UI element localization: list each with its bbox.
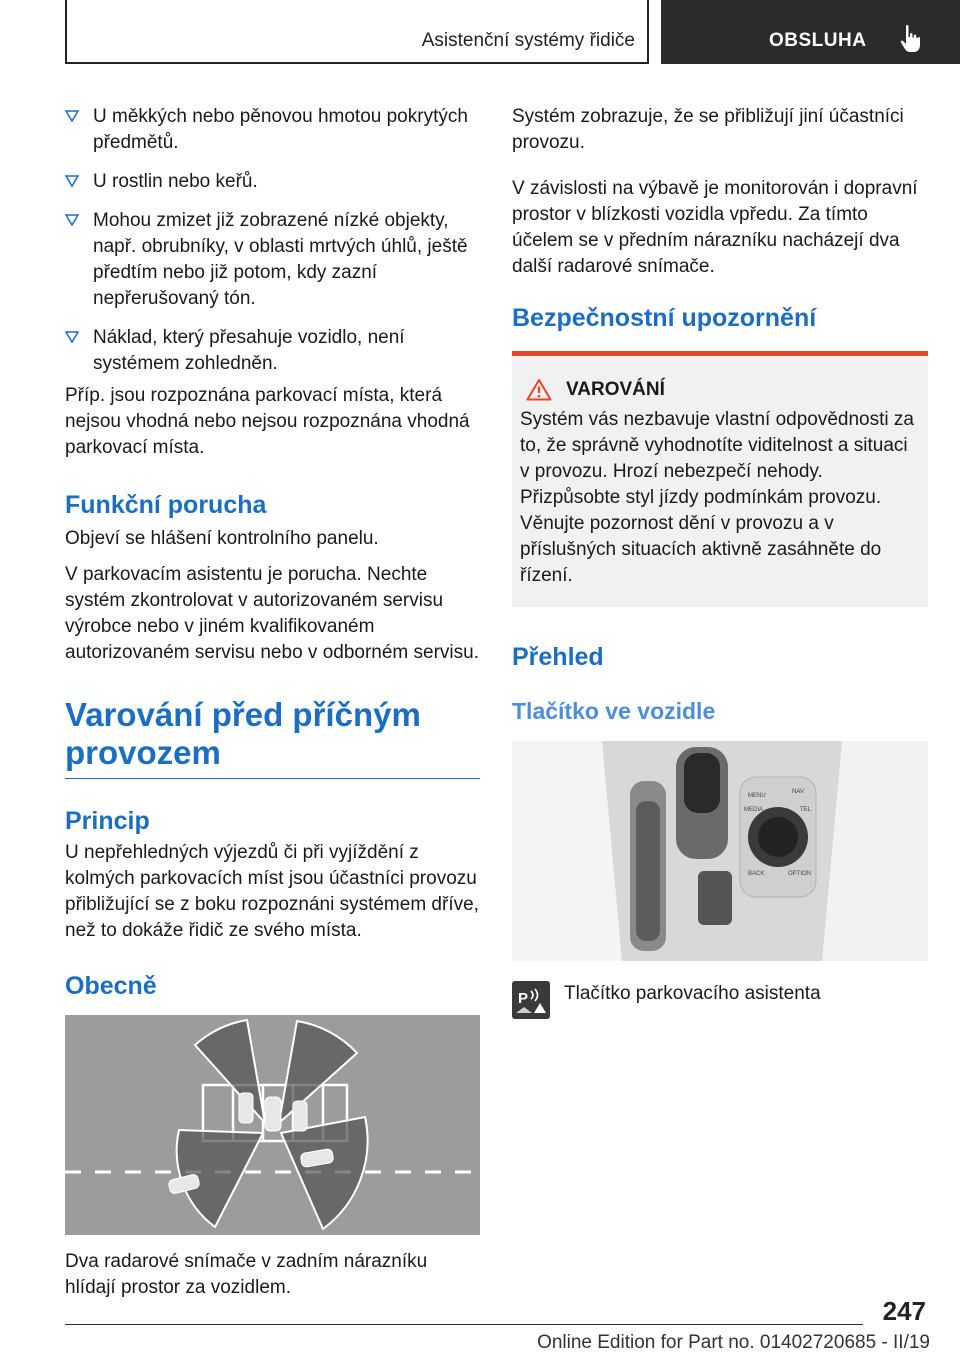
malfunction-text-2: V parkovacím asistentu je porucha. Nechte systém zkontrolovat v autorizovaném servisu výrobce nebo v jiném kvalifikovaném autorizovaném servisu nebo v odborném servisu. <box>65 564 479 663</box>
safety-heading: Bezpečnostní upozornění <box>512 304 817 332</box>
warning-triangle-icon <box>526 378 552 401</box>
limitations-list <box>65 104 480 377</box>
triangle-bullet-icon <box>65 174 79 188</box>
center-console-photo <box>512 741 928 961</box>
malfunction-text-1: Objeví se hlášení kontrolního panelu. <box>65 528 379 549</box>
button-row <box>512 981 928 1019</box>
chapter-tab[interactable] <box>661 0 960 64</box>
malfunction-heading: Funkční porucha <box>65 491 267 519</box>
principle-text: U nepřehledných výjezdů či při vyjíždění z kolmých parkovacích míst jsou účastníci provozu přibližující se z boku rozpoznáni systémem dříve, než to dokáže řidič ze svého místa. <box>65 842 479 941</box>
list-item: Mohou zmizet již zobrazené nízké objekty, např. obrubníky, v oblasti mrtvých úhlů, ještě předtím nebo již potom, kdy zazní nepřerušovaný tón. <box>65 208 480 312</box>
parking-spaces-note: Příp. jsou rozpoznána parkovací místa, která nejsou vhodná nebo nejsou rozpoznána vhodná parkovací místa. <box>65 385 470 458</box>
park-assist-button-icon <box>512 981 550 1019</box>
list-item: U měkkých nebo pěnovou hmotou pokrytých předmětů. <box>65 104 480 156</box>
footer-rule <box>65 1324 863 1325</box>
section-title: Asistenční systémy řidiče <box>421 30 635 51</box>
general-heading: Obecně <box>65 972 157 1000</box>
triangle-bullet-icon <box>65 213 79 227</box>
console-label: MEDIA <box>744 807 764 813</box>
intro-text-2: V závislosti na výbavě je monitorován i dopravní prostor v blízkosti vozidla vpředu. Za tímto účelem se v předním nárazníku nacházejí dva další radarové snímače. <box>512 178 918 277</box>
left-column <box>65 104 480 1301</box>
button-heading: Tlačítko ve vozidle <box>512 698 716 724</box>
principle-heading: Princip <box>65 807 150 835</box>
warning-title: VAROVÁNÍ <box>566 378 665 400</box>
right-column <box>512 104 928 1019</box>
button-caption: Tlačítko parkovacího asistenta <box>564 983 821 1004</box>
console-label: BACK <box>748 871 765 877</box>
list-item: U rostlin nebo keřů. <box>65 169 480 195</box>
console-label: NAV <box>792 789 804 795</box>
chapter-label: OBSLUHA <box>769 30 867 51</box>
radar-coverage-illustration <box>65 1015 480 1235</box>
triangle-bullet-icon <box>65 109 79 123</box>
warning-header <box>520 378 922 401</box>
warning-text: Systém vás nezbavuje vlastní odpovědnosti za to, že správně vyhodnotíte viditelnost a situaci v provozu. Hrozí nebezpečí nehody. Přizpůsobte styl jízdy podmínkám provozu. Věnujte pozornost dění v provozu a v příslušných situacích aktivně zasáhněte do řízení. <box>520 409 914 586</box>
list-item: Náklad, který přesahuje vozidlo, není systémem zohledněn. <box>65 325 480 377</box>
console-label: MENU <box>748 793 766 799</box>
console-label: TEL <box>800 807 812 813</box>
console-label: AUTO H <box>702 931 725 937</box>
warning-box <box>512 351 928 607</box>
header-section-box <box>65 0 649 64</box>
console-label: OPTION <box>788 871 812 877</box>
svg-text:P: P <box>518 990 529 1007</box>
pointing-hand-icon <box>899 24 923 54</box>
triangle-bullet-icon <box>65 330 79 344</box>
figure-caption: Dva radarové snímače v zadním nárazníku hlídají prostor za vozidlem. <box>65 1251 428 1298</box>
page-title: Varování před příčným provozem <box>65 696 480 779</box>
edition-text: Online Edition for Part no. 01402720685 - II/19 <box>537 1332 930 1353</box>
page-number: 247 <box>882 1296 926 1326</box>
intro-text-1: Systém zobrazuje, že se přibližují jiní účastníci provozu. <box>512 106 904 153</box>
overview-heading: Přehled <box>512 643 604 671</box>
